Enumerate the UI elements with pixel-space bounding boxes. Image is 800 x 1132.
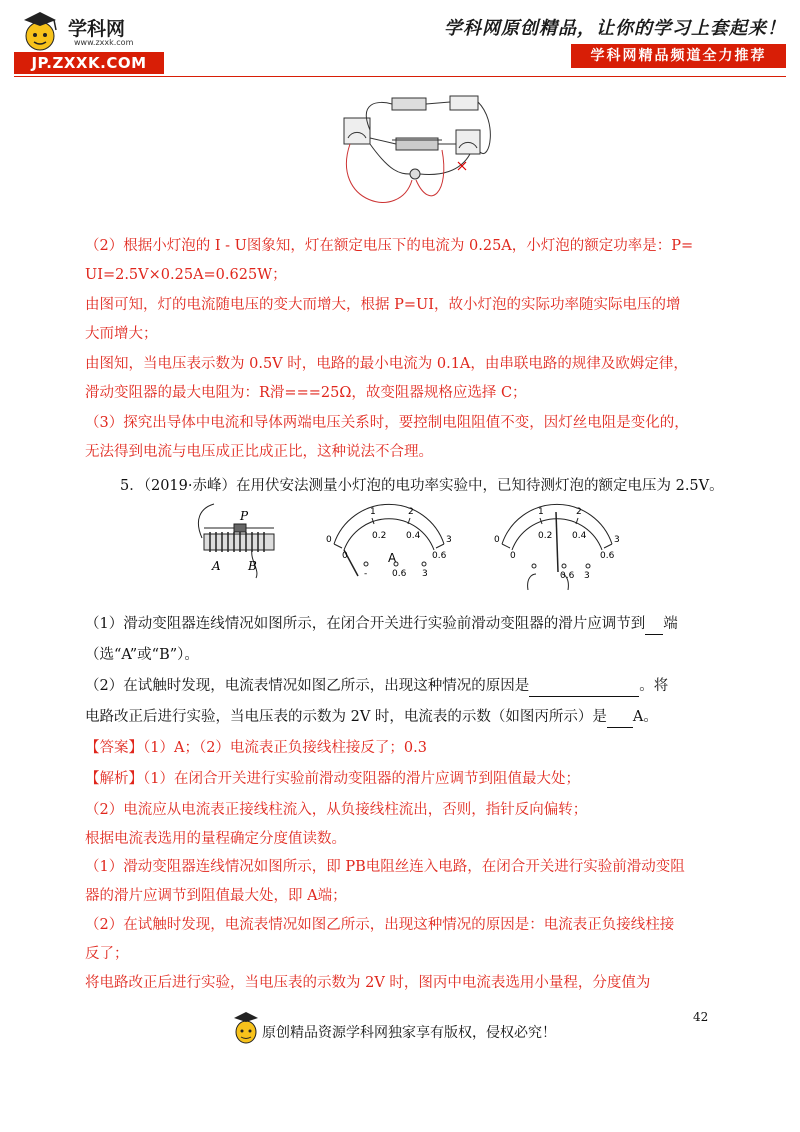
meter-b-small-2: 0.4 <box>406 531 421 541</box>
meter-b-term-06: 0.6 <box>392 569 407 579</box>
meter-b-tick-3: 3 <box>446 535 452 545</box>
mascot-icon <box>18 10 64 52</box>
prev-answer-line-1: （2）根据小灯泡的 I - U图象知，灯在额定电压下的电流为 0.25A，小灯泡的额定功率是：P= <box>85 238 694 254</box>
analysis-line-8: 将电路改正后进行实验，当电压表的示数为 2V 时，图丙中电流表选用小量程，分度值为 <box>85 975 651 991</box>
question-1-line-1: （1）滑动变阻器连线情况如图所示，在闭合开关进行实验前滑动变阻器的滑片应调节到 端 <box>85 614 715 635</box>
analysis-line-7: 反了； <box>85 946 129 962</box>
meter-b-small-1: 0.2 <box>372 531 387 541</box>
prev-answer-line-2: UI=2.5V×0.25A=0.625W； <box>85 267 287 283</box>
ammeter-figure-c <box>488 498 628 590</box>
meter-c-small-0: 0 <box>510 551 516 561</box>
meter-c-tick-0: 0 <box>494 535 500 545</box>
site-logo[interactable] <box>14 8 164 74</box>
analysis-line-1: 【解析】（1）在闭合开关进行实验前滑动变阻器的滑片应调节到阻值最大处； <box>85 771 580 787</box>
logo-url: JP.ZXXK.COM <box>14 52 164 74</box>
header-slogan: 学科网原创精品，让你的学习上套起来！ <box>444 18 786 39</box>
meter-c-tick-1: 1 <box>538 507 544 517</box>
meter-c-term-3: 3 <box>584 571 590 581</box>
meter-c-term-06: 0.6 <box>560 571 575 581</box>
answer-line: 【答案】（1）A；（2）电流表正负接线柱接反了；0.3 <box>85 740 427 756</box>
meter-c-small-3: 0.6 <box>600 551 615 561</box>
logo-domain: www.zxxk.com <box>74 38 134 47</box>
meter-c-tick-2: 2 <box>576 507 582 517</box>
question-2-line-2: 电路改正后进行实验，当电压表的示数为 2V 时，电流表的示数（如图丙所示）是 A。 <box>85 707 715 728</box>
analysis-line-5: 器的滑片应调节到阻值最大处，即 A端； <box>85 888 347 904</box>
question-1-line-2: （选“A”或“B”）。 <box>85 647 199 663</box>
analysis-line-2: （2）电流应从电流表正接线柱流入，从负接线柱流出，否则，指针反向偏转； <box>85 802 588 818</box>
analysis-line-4: （1）滑动变阻器连线情况如图所示，即 PB电阻丝连入电路，在闭合开关进行实验前滑动变阻 <box>85 859 685 875</box>
circuit-diagram <box>330 92 500 217</box>
copyright-notice: 原创精品资源学科网独家享有版权，侵权必究！ <box>262 1025 556 1041</box>
meter-b-unit: A <box>388 551 397 565</box>
prev-answer-line-3: 由图可知，灯的电流随电压的变大而增大，根据 P=UI，故小灯泡的实际功率随实际电压的增 <box>85 297 681 313</box>
footer-mascot-icon <box>232 1008 260 1048</box>
meter-b-term-3: 3 <box>422 569 428 579</box>
ammeter-figure-b <box>320 500 460 582</box>
answer-blank-3[interactable] <box>607 707 633 728</box>
answer-blank-1[interactable] <box>645 614 663 635</box>
meter-b-tick-1: 1 <box>370 507 376 517</box>
answer-blank-2[interactable] <box>529 676 639 697</box>
meter-b-term-neg: - <box>364 569 368 579</box>
meter-b-tick-0: 0 <box>326 535 332 545</box>
rheostat-label-b: B <box>248 559 257 573</box>
rheostat-figure <box>194 500 290 580</box>
meter-b-small-0: 0 <box>342 551 348 561</box>
prev-answer-line-5: 由图知，当电压表示数为 0.5V 时，电路的最小电流为 0.1A，由串联电路的规律及欧姆定律， <box>85 356 688 372</box>
analysis-line-6: （2）在试触时发现，电流表情况如图乙所示，出现这种情况的原因是：电流表正负接线柱接 <box>85 917 675 933</box>
rheostat-label-a: A <box>212 559 221 573</box>
header-banner: 学科网精品频道全力推荐 <box>571 44 786 68</box>
meter-c-tick-3: 3 <box>614 535 620 545</box>
rheostat-label-p: P <box>240 509 249 523</box>
question-heading: 5．（2019·赤峰）在用伏安法测量小灯泡的电功率实验中，已知待测灯泡的额定电压为 2.5V。 <box>120 478 724 494</box>
prev-answer-line-7: （3）探究出导体中电流和导体两端电压关系时，要控制电阻阻值不变，因灯丝电阻是变化的， <box>85 415 689 431</box>
prev-answer-line-6: 滑动变阻器的最大电阻为：R滑===25Ω，故变阻器规格应选择 C； <box>85 385 527 401</box>
analysis-line-3: 根据电流表选用的量程确定分度值读数。 <box>85 831 346 847</box>
logo-name: 学科网 <box>68 18 126 40</box>
prev-answer-line-8: 无法得到电流与电压成正比成正比，这种说法不合理。 <box>85 444 433 460</box>
meter-b-tick-2: 2 <box>408 507 414 517</box>
meter-c-small-2: 0.4 <box>572 531 587 541</box>
question-2-line-1: （2）在试触时发现，电流表情况如图乙所示，出现这种情况的原因是 。将 <box>85 676 715 697</box>
page-number: 42 <box>693 1010 709 1024</box>
header-divider <box>14 76 786 77</box>
meter-b-small-3: 0.6 <box>432 551 447 561</box>
meter-c-small-1: 0.2 <box>538 531 553 541</box>
prev-answer-line-4: 大而增大； <box>85 326 158 342</box>
